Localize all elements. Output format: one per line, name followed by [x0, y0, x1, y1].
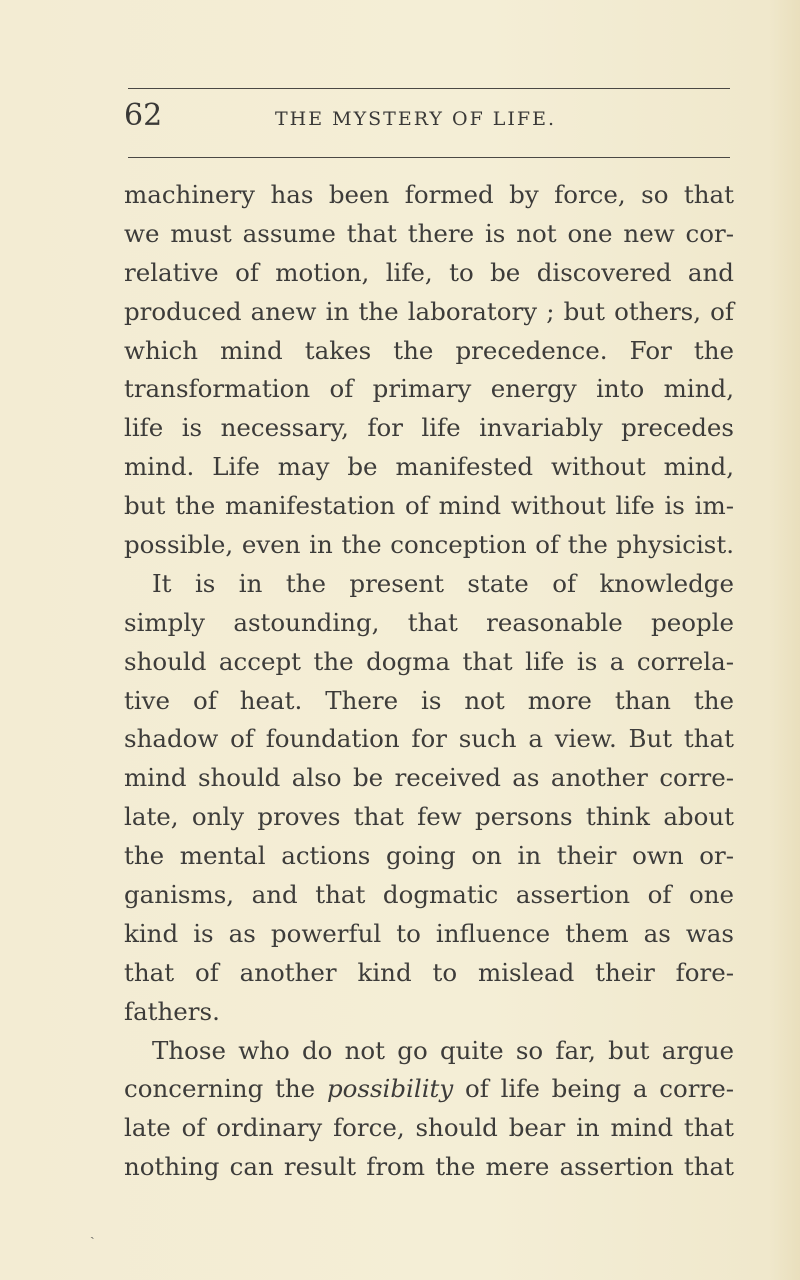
text-line: should accept the dogma that life is a correla- [124, 646, 734, 676]
text-run: concerning the [124, 1074, 327, 1104]
body-text [124, 176, 734, 1187]
text-line: that of another kind to mislead their fore- [124, 957, 734, 987]
text-line: possible, even in the conception of the physicist. [124, 530, 734, 560]
text-line: which mind takes the precedence. For the [124, 335, 734, 365]
text-line: tive of heat. There is not more than the [124, 685, 734, 715]
page-number: 62 [124, 98, 163, 133]
paragraph-start-line: Those who do not go quite so far, but argue [152, 1035, 734, 1065]
text-line: ganisms, and that dogmatic assertion of one [124, 880, 734, 910]
header-top-rule [128, 88, 730, 89]
text-line: It is in the present state of knowledge [152, 568, 734, 598]
text-line: machinery has been formed by force, so that [124, 180, 734, 209]
text-line: shadow of foundation for such a view. But that [124, 724, 734, 754]
text-line: produced anew in the laboratory ; but others, of [124, 296, 734, 326]
header-bottom-rule [128, 157, 730, 158]
text-line: kind is as powerful to influence them as was [124, 918, 734, 948]
margin-mark: ˎ [90, 1224, 95, 1240]
text-line: late of ordinary force, should bear in mind that [124, 1113, 734, 1143]
text-line: mind. Life may be manifested without mind, [124, 452, 734, 482]
text-run: of life being a corre- [453, 1074, 734, 1104]
text-line: we must assume that there is not one new cor- [124, 218, 734, 248]
text-line: transformation of primary energy into mind, [124, 374, 734, 404]
text-line: fathers. [124, 996, 220, 1026]
text-line: the mental actions going on in their own or- [124, 841, 734, 871]
text-line: nothing can result from the mere assertion that [124, 1152, 734, 1182]
text-line: life is necessary, for life invariably precedes [124, 413, 734, 443]
running-head: THE MYSTERY OF LIFE. [275, 108, 557, 130]
text-line-with-italic [124, 1070, 734, 1109]
italic-word: possibility [326, 1074, 454, 1104]
text-line: relative of motion, life, to be discovered and [124, 257, 734, 287]
text-line: mind should also be received as another corre- [124, 763, 734, 793]
text-line: but the manifestation of mind without life is im- [124, 491, 734, 521]
text-line: simply astounding, that reasonable people [124, 607, 734, 637]
text-line: late, only proves that few persons think about [124, 802, 734, 832]
